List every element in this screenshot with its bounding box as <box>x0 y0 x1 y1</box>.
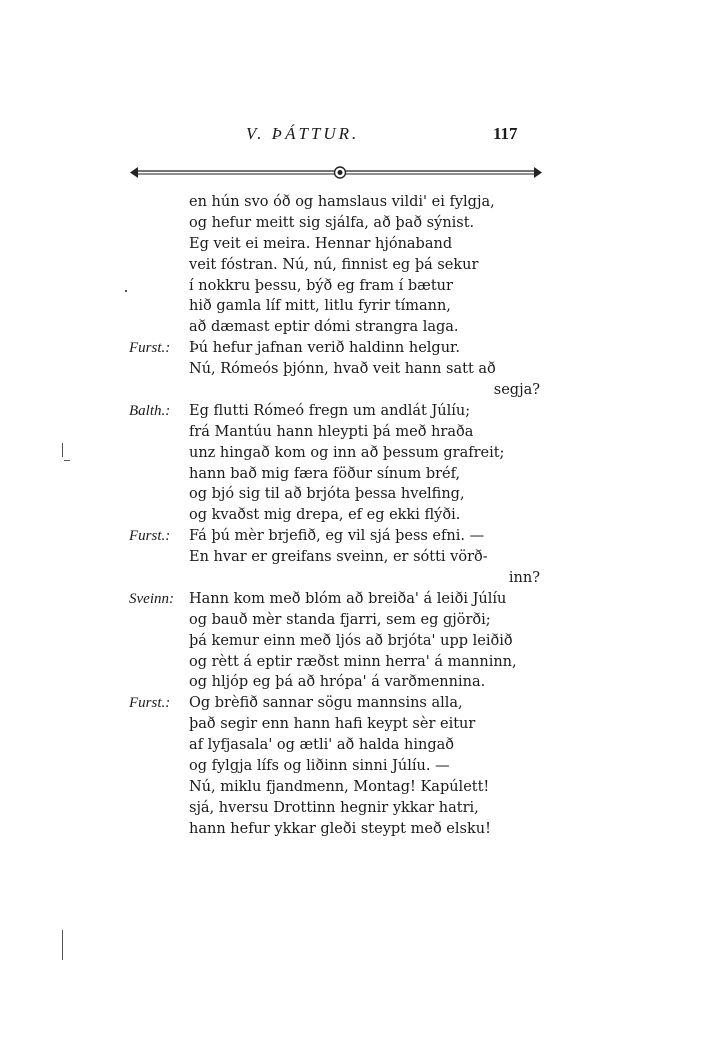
verse-line <box>0 338 720 359</box>
verse-line <box>0 192 720 213</box>
verse-line <box>0 568 720 589</box>
verse-continuation: inn? <box>508 570 540 587</box>
verse-line <box>0 317 720 338</box>
running-header-title: V. ÞÁTTUR. <box>246 124 360 143</box>
verse-line <box>0 276 720 297</box>
verse-text: unz hingað kom og inn að þessum grafreit; <box>189 444 505 461</box>
verse-line <box>0 234 720 255</box>
verse-text: en hún svo óð og hamslaus vildi' ei fylgja, <box>189 194 495 210</box>
verse-text: Þú hefur jafnan verið haldinn helgur. <box>189 340 460 357</box>
verse-line <box>0 422 720 443</box>
page-number: 117 <box>493 124 518 143</box>
verse-text: og kvaðst mig drepa, ef eg ekki flýði. <box>189 507 461 524</box>
margin-mark <box>125 290 127 292</box>
verse-line <box>0 255 720 276</box>
verse-text: En hvar er greifans sveinn, er sótti vörð- <box>189 549 488 566</box>
speaker-label: Furst.: <box>129 528 171 545</box>
decorative-rule-ornament <box>128 162 544 182</box>
verse-line <box>0 652 720 673</box>
verse-line <box>0 401 720 422</box>
verse-line <box>0 380 720 401</box>
verse-line <box>0 443 720 464</box>
verse-line <box>0 484 720 505</box>
margin-mark <box>64 460 70 461</box>
verse-line <box>0 735 720 756</box>
verse-text: hið gamla líf mitt, litlu fyrir tímann, <box>189 298 451 315</box>
verse-text: að dæmast eptir dómi strangra laga. <box>189 319 459 336</box>
verse-text: Hann kom með blóm að breiða' á leiði Júlíu <box>189 590 507 607</box>
verse-text: Eg veit ei meira. Hennar hjónaband <box>189 235 453 252</box>
verse-text: og bjó sig til að brjóta þessa hvelfing, <box>189 486 465 503</box>
verse-continuation: segja? <box>493 382 540 399</box>
verse-text: af lyfjasala' og ætli' að halda hingað <box>189 737 454 754</box>
verse-line <box>0 505 720 526</box>
verse-line <box>0 296 720 317</box>
speaker-label: Furst.: <box>129 695 171 712</box>
verse-text: frá Mantúu hann hleypti þá með hraða <box>189 423 474 440</box>
verse-line <box>0 693 720 714</box>
verse-text: Eg flutti Rómeó fregn um andlát Júlíu; <box>189 402 471 419</box>
speaker-label: Balth.: <box>129 402 171 419</box>
verse-text: Og brèfið sannar sögu mannsins alla, <box>189 695 463 712</box>
verse-line <box>0 672 720 693</box>
verse-line <box>0 819 720 840</box>
verse-text: Nú, miklu fjandmenn, Montag! Kapúlett! <box>189 778 490 795</box>
verse-text: þá kemur einn með ljós að brjóta' upp leiðið <box>189 632 513 649</box>
verse-line <box>0 798 720 819</box>
verse-text: og bauð mèr standa fjarri, sem eg gjörði; <box>189 611 491 628</box>
speaker-label: Furst.: <box>129 340 171 357</box>
margin-mark <box>62 443 63 457</box>
verse-line <box>0 213 720 234</box>
speaker-label: Sveinn: <box>129 590 174 607</box>
verse-line <box>0 589 720 610</box>
verse-line <box>0 777 720 798</box>
verse-text: Nú, Rómeós þjónn, hvað veit hann satt að <box>189 361 496 378</box>
verse-text: veit fóstran. Nú, nú, finnist eg þá sekur <box>189 256 479 273</box>
verse-text: og fylgja lífs og liðinn sinni Júlíu. — <box>189 758 450 775</box>
verse-text: og hefur meitt sig sjálfa, að það sýnist. <box>189 214 475 231</box>
verse-line <box>0 359 720 380</box>
verse-text: Fá þú mèr brjefið, eg vil sjá þess efni. — <box>189 528 485 545</box>
verse-text: og rètt á eptir ræðst minn herra' á manninn, <box>189 653 517 670</box>
verse-text: hann bað mig færa föður sínum bréf, <box>189 465 461 482</box>
verse-line <box>0 547 720 568</box>
verse-line <box>0 464 720 485</box>
verse-line <box>0 756 720 777</box>
verse-block <box>0 192 720 840</box>
margin-mark <box>62 930 63 960</box>
verse-line <box>0 610 720 631</box>
verse-text: í nokkru þessu, býð eg fram í bætur <box>189 277 453 294</box>
verse-line <box>0 631 720 652</box>
verse-line <box>0 714 720 735</box>
verse-line <box>0 526 720 547</box>
verse-text: sjá, hversu Drottinn hegnir ykkar hatri, <box>189 799 479 816</box>
verse-text: og hljóp eg þá að hrópa' á varðmennina. <box>189 674 486 691</box>
verse-text: hann hefur ykkar gleði steypt með elsku! <box>189 820 491 837</box>
verse-text: það segir enn hann hafi keypt sèr eitur <box>189 716 476 733</box>
